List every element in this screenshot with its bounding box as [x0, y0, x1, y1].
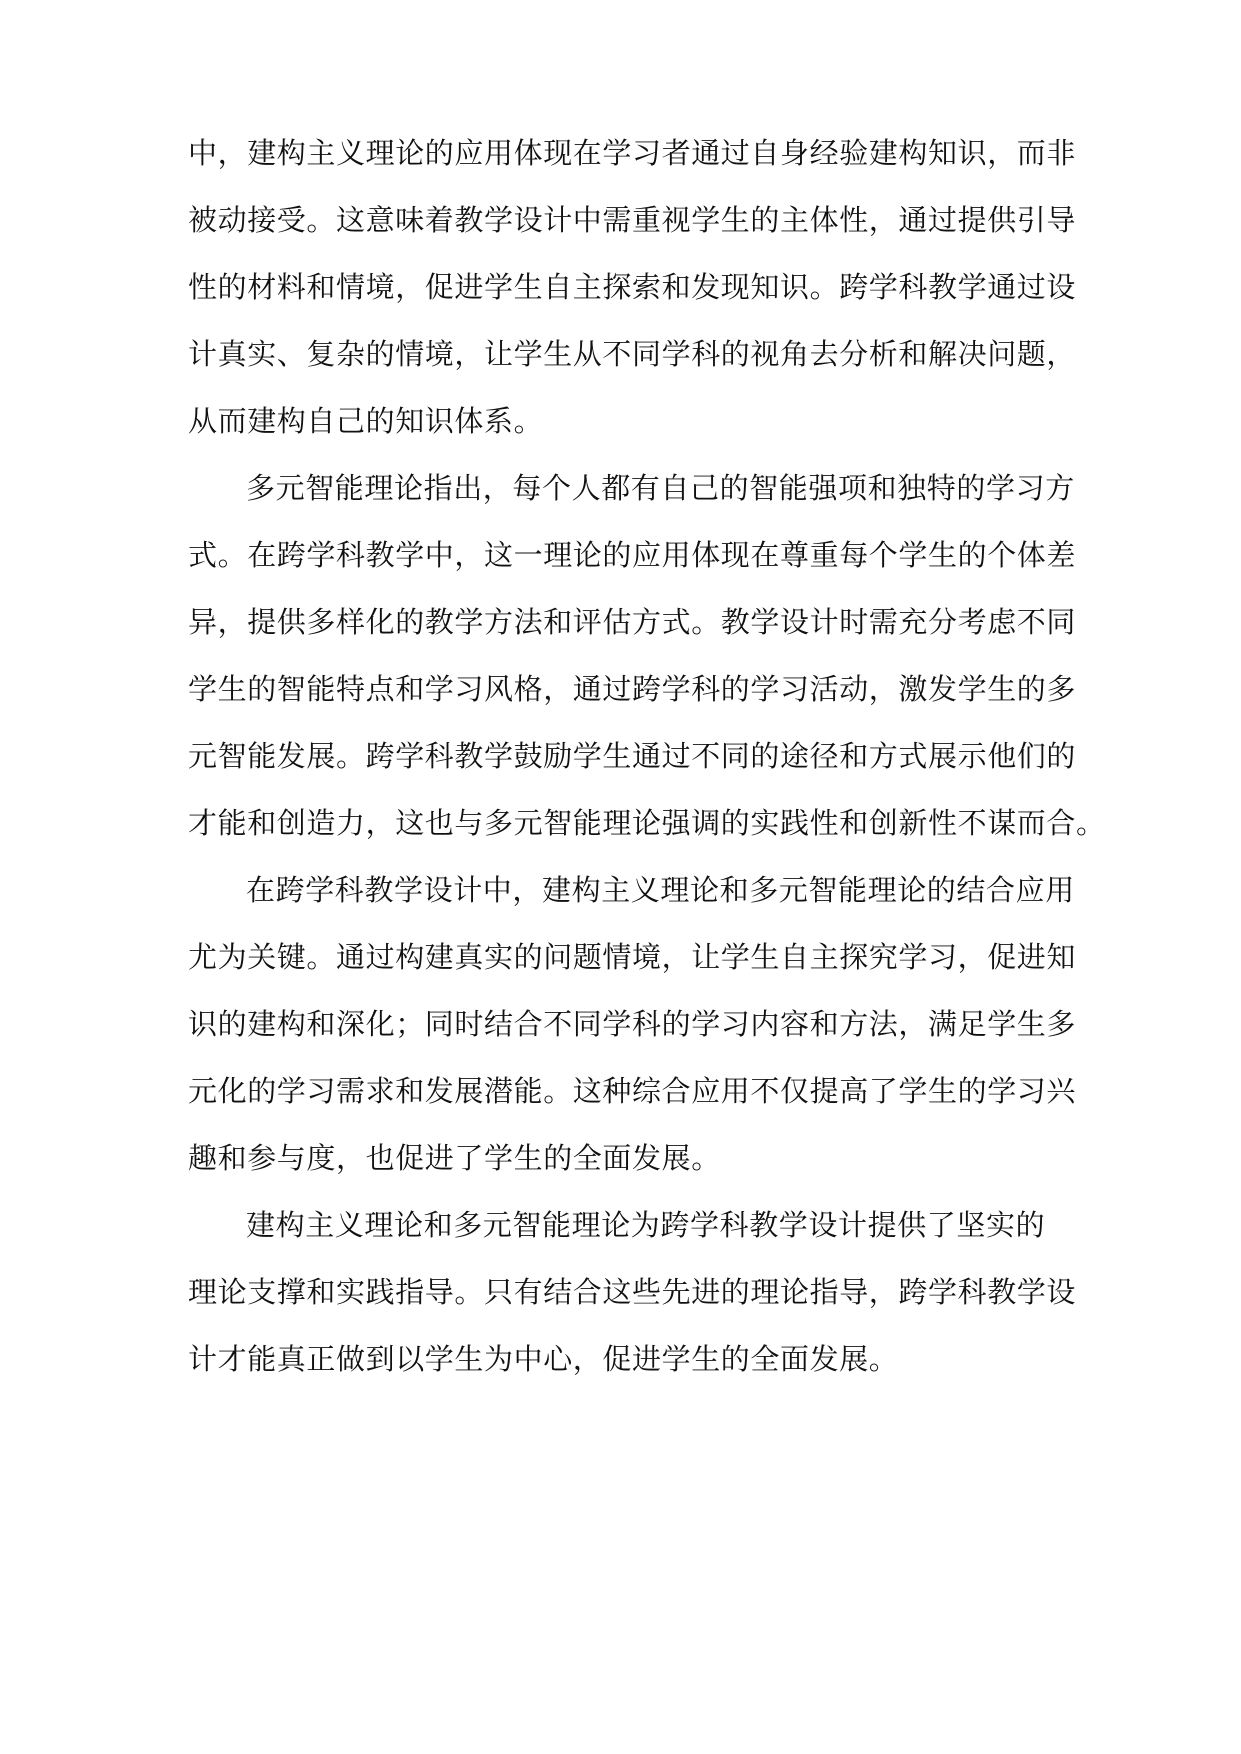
- text-line: 计真实、复杂的情境，让学生从不同学科的视角去分析和解决问题，: [188, 337, 1077, 371]
- text-line: 识的建构和深化；同时结合不同学科的学习内容和方法，满足学生多: [188, 1007, 1077, 1041]
- text-line: 计才能真正做到以学生为中心，促进学生的全面发展。: [188, 1342, 899, 1376]
- text-line: 性的材料和情境，促进学生自主探索和发现知识。跨学科教学通过设: [188, 270, 1077, 304]
- text-line: 学生的智能特点和学习风格，通过跨学科的学习活动，激发学生的多: [188, 672, 1077, 706]
- text-line: 趣和参与度，也促进了学生的全面发展。: [188, 1141, 721, 1175]
- text-line: 尤为关键。通过构建真实的问题情境，让学生自主探究学习，促进知: [188, 940, 1077, 974]
- text-line: 异，提供多样化的教学方法和评估方式。教学设计时需充分考虑不同: [188, 605, 1077, 639]
- paragraph-first-line: 在跨学科教学设计中，建构主义理论和多元智能理论的结合应用: [246, 873, 1075, 907]
- text-line: 从而建构自己的知识体系。: [188, 404, 544, 438]
- text-line: 式。在跨学科教学中，这一理论的应用体现在尊重每个学生的个体差: [188, 538, 1077, 572]
- text-line: 中，建构主义理论的应用体现在学习者通过自身经验建构知识，而非: [188, 136, 1077, 170]
- text-line: 元智能发展。跨学科教学鼓励学生通过不同的途径和方式展示他们的: [188, 739, 1077, 773]
- paragraph-first-line: 建构主义理论和多元智能理论为跨学科教学设计提供了坚实的: [246, 1208, 1046, 1242]
- paragraph-first-line: 多元智能理论指出，每个人都有自己的智能强项和独特的学习方: [246, 471, 1075, 505]
- text-line: 元化的学习需求和发展潜能。这种综合应用不仅提高了学生的学习兴: [188, 1074, 1077, 1108]
- text-line: 才能和创造力，这也与多元智能理论强调的实践性和创新性不谋而合。: [188, 806, 1106, 840]
- text-line: 理论支撑和实践指导。只有结合这些先进的理论指导，跨学科教学设: [188, 1275, 1077, 1309]
- text-line: 被动接受。这意味着教学设计中需重视学生的主体性，通过提供引导: [188, 203, 1077, 237]
